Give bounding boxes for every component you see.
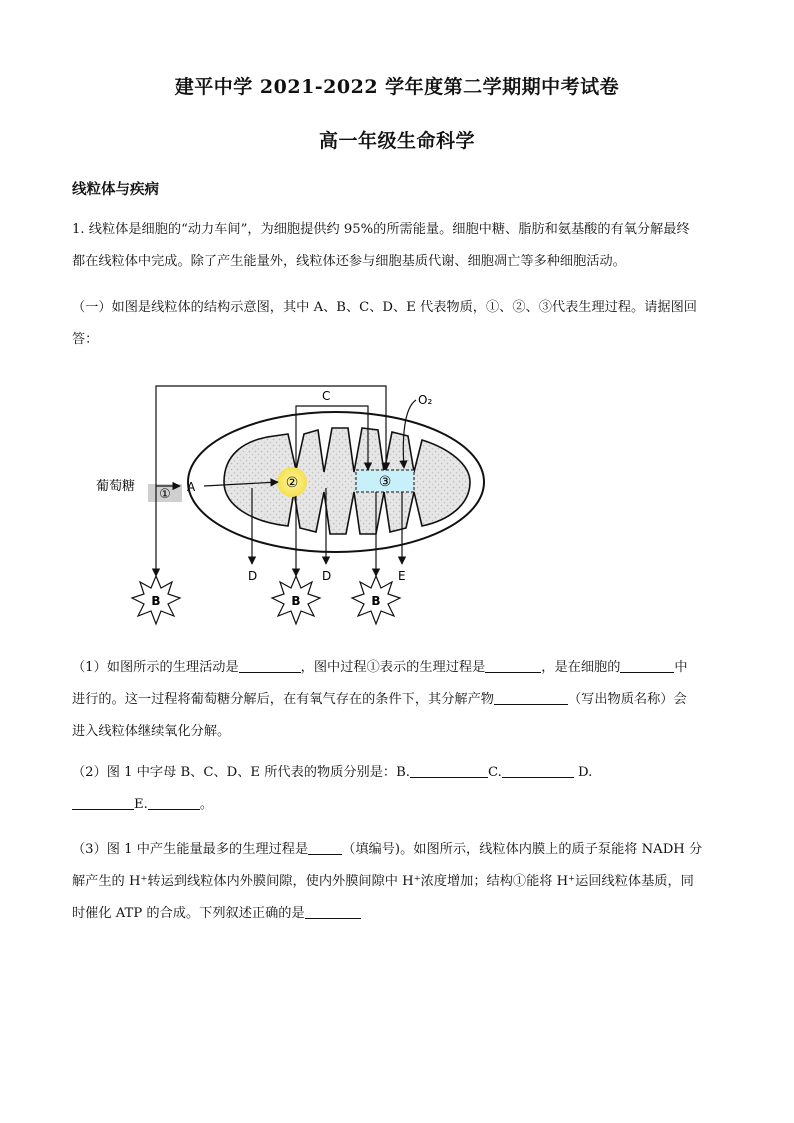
question-1 — [72, 652, 722, 748]
process-3-label: ③ — [378, 474, 392, 490]
q3-text-a: （3）图 1 中产生能量最多的生理过程是 — [72, 842, 309, 857]
q2-text-e: 。 — [199, 797, 214, 812]
q1-line-1 — [72, 652, 722, 684]
q1-text-a: （1）如图所示的生理活动是 — [72, 660, 239, 675]
burst-B-right-label: B — [371, 594, 381, 608]
part1-paragraph — [72, 292, 722, 356]
q1-blank-1[interactable] — [239, 658, 301, 673]
q2-text-c: D. — [573, 765, 593, 780]
q1-line-3: 进入线粒体继续氧化分解。 — [72, 724, 231, 739]
burst-B-middle-label: B — [291, 594, 301, 608]
intro-line-1: 1. 线粒体是细胞的“动力车间”，为细胞提供约 95%的所需能量。细胞中糖、脂肪和氨基酸的有氧分解最终 — [72, 222, 690, 237]
part1-line-2: 答： — [72, 332, 99, 347]
q3-line-1 — [72, 834, 722, 866]
q2-line-2 — [72, 789, 722, 821]
q3-blank-2[interactable] — [305, 904, 361, 919]
label-E: E — [398, 569, 406, 583]
inner-membrane-cristae — [224, 428, 470, 534]
label-D-right: D — [322, 569, 332, 583]
exam-title: 建平中学 2021-2022 学年度第二学期期中考试卷 — [174, 76, 620, 98]
q3-blank-1[interactable] — [308, 840, 342, 855]
label-D-left: D — [248, 569, 258, 583]
glucose-label: 葡萄糖 — [96, 479, 136, 494]
q2-blank-E[interactable] — [148, 795, 200, 810]
label-A: A — [187, 480, 196, 494]
part1-line-1: （一）如图是线粒体的结构示意图，其中 A、B、C、D、E 代表物质，①、②、③代表生理过程。请据图回 — [72, 300, 697, 315]
q2-blank-C[interactable] — [502, 763, 574, 778]
section-title: 线粒体与疾病 — [72, 182, 159, 198]
q1-text-d: 中 — [674, 660, 688, 675]
process-1-label: ① — [159, 487, 171, 502]
q1-text-line2a: 进行的。这一过程将葡萄糖分解后，在有氧气存在的条件下，其分解产物 — [72, 692, 494, 707]
q3-line-3 — [72, 898, 722, 930]
intro-paragraph — [72, 214, 722, 278]
q1-blank-2[interactable] — [485, 658, 541, 673]
q2-line-1 — [72, 757, 722, 789]
burst-B-right — [352, 576, 400, 624]
q1-line-2 — [72, 684, 722, 716]
question-2 — [72, 757, 722, 821]
question-3 — [72, 834, 722, 930]
label-C: C — [322, 389, 331, 403]
mitochondria-diagram — [92, 378, 512, 634]
q2-text-a: （2）图 1 中字母 B、C、D、E 所代表的物质分别是：B. — [72, 765, 410, 780]
q2-blank-D[interactable] — [72, 795, 134, 810]
exam-subtitle: 高一年级生命科学 — [318, 130, 475, 152]
q2-blank-B[interactable] — [410, 763, 488, 778]
burst-B-left — [132, 576, 180, 624]
q2-text-b: C. — [487, 765, 502, 780]
label-O2: O₂ — [418, 393, 433, 407]
q2-text-d: E. — [134, 797, 148, 812]
intro-line-2: 都在线粒体中完成。除了产生能量外，线粒体还参与细胞基质代谢、细胞凋亡等多种细胞活动。 — [72, 254, 626, 269]
q3-text-line3a: 时催化 ATP 的合成。下列叙述正确的是 — [72, 906, 305, 921]
q3-text-b: （填编号)。如图所示，线粒体内膜上的质子泵能将 NADH 分 — [342, 842, 703, 857]
burst-B-left-label: B — [151, 594, 161, 608]
q1-text-b: ，图中过程①表示的生理过程是 — [300, 660, 486, 675]
process-2-label: ② — [285, 475, 299, 491]
q1-text-c: ，是在细胞的 — [541, 660, 621, 675]
q3-line-2: 解产生的 H⁺转运到线粒体内外膜间隙，使内外膜间隙中 H⁺浓度增加；结构①能将 H⁺运回线粒体基质，同 — [72, 874, 694, 889]
q1-blank-3[interactable] — [620, 658, 674, 673]
q1-blank-4[interactable] — [494, 690, 568, 705]
q1-text-line2b: （写出物质名称）会 — [568, 692, 687, 707]
burst-B-middle — [272, 576, 320, 624]
